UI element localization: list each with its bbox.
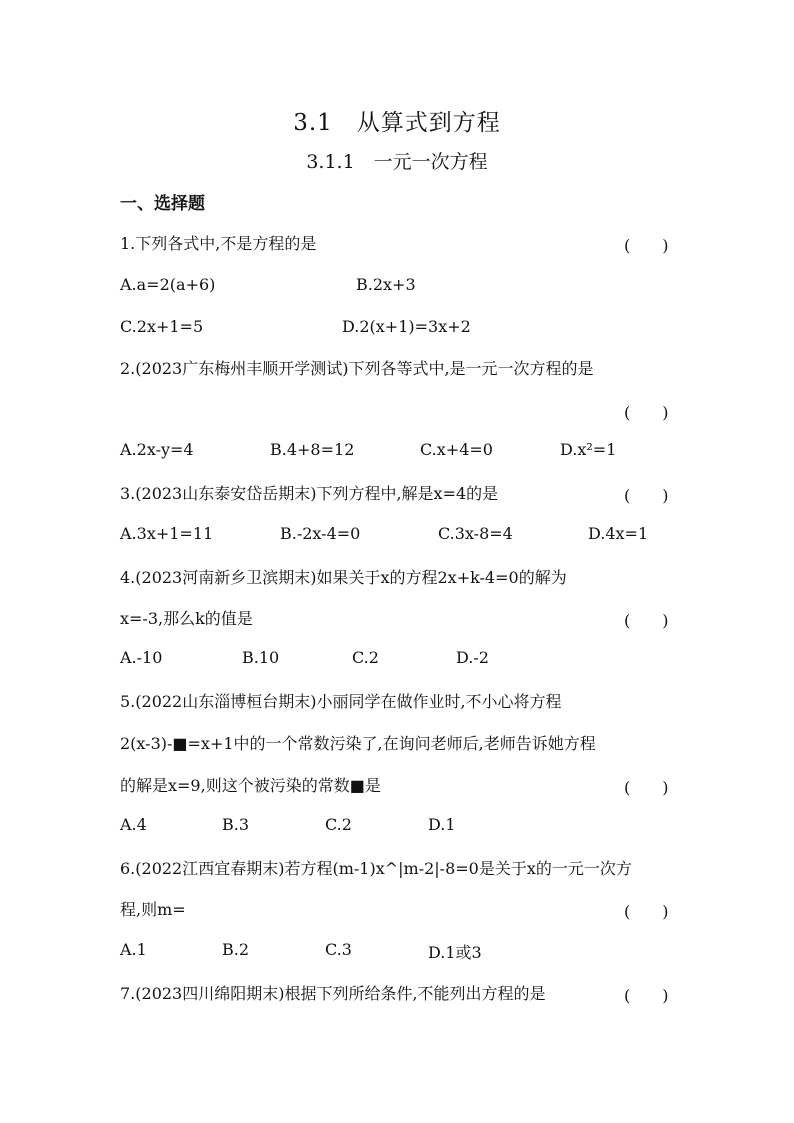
question-2-answer-blank: ( ) [624,403,669,422]
question-6-option-a: A.1 [120,940,147,959]
question-3-option-a: A.3x+1=11 [120,524,214,543]
question-1-option-b: B.2x+3 [356,275,416,294]
question-5-option-b: B.3 [222,815,250,834]
question-6-option-c: C.3 [325,940,352,959]
question-6-answer-blank: ( ) [624,902,669,921]
question-4-stem-line-2: x=-3,那么k的值是 [120,609,253,628]
question-4-option-a: A.-10 [120,648,163,667]
question-6-option-b: B.2 [222,940,250,959]
section-heading: 一、选择题 [120,194,205,214]
question-1-option-a: A.a=2(a+6) [120,275,216,294]
question-2-stem: 2.(2023广东梅州丰顺开学测试)下列各等式中,是一元一次方程的是 [120,359,594,378]
question-6-option-d: D.1或3 [428,943,482,962]
question-6-stem-line-1: 6.(2022江西宜春期末)若方程(m-1)x^|m-2|-8=0是关于x的一元一次方 [120,859,632,878]
page-subtitle: 3.1.1 一元一次方程 [306,151,488,173]
question-5-stem-line-1: 5.(2022山东淄博桓台期末)小丽同学在做作业时,不小心将方程 [120,692,562,711]
question-3-answer-blank: ( ) [624,486,669,505]
question-2-option-c: C.x+4=0 [420,440,493,459]
question-1-stem: 1.下列各式中,不是方程的是 [120,234,317,253]
page-title: 3.1 从算式到方程 [293,110,501,136]
question-1-option-c: C.2x+1=5 [120,317,204,336]
question-4-option-b: B.10 [242,648,280,667]
question-5-option-d: D.1 [428,815,456,834]
question-5-option-a: A.4 [120,815,147,834]
question-5-answer-blank: ( ) [624,778,669,797]
question-1-answer-blank: ( ) [624,236,669,255]
question-5-stem-line-3: 的解是x=9,则这个被污染的常数■是 [120,776,381,795]
question-3-option-d: D.4x=1 [588,524,649,543]
question-6-stem-line-2: 程,则m= [120,900,186,919]
question-2-option-b: B.4+8=12 [270,440,355,459]
question-2-option-a: A.2x-y=4 [120,440,194,459]
question-7-stem: 7.(2023四川绵阳期末)根据下列所给条件,不能列出方程的是 [120,984,546,1003]
question-4-stem-line-1: 4.(2023河南新乡卫滨期末)如果关于x的方程2x+k-4=0的解为 [120,568,567,587]
question-4-answer-blank: ( ) [624,611,669,630]
question-1-option-d: D.2(x+1)=3x+2 [342,317,471,336]
question-2-option-d: D.x²=1 [560,440,617,459]
question-3-stem: 3.(2023山东泰安岱岳期末)下列方程中,解是x=4的是 [120,484,499,503]
question-4-option-c: C.2 [352,648,379,667]
question-4-option-d: D.-2 [456,648,489,667]
question-5-option-c: C.2 [325,815,352,834]
question-7-answer-blank: ( ) [624,986,669,1005]
question-5-stem-line-2: 2(x-3)-■=x+1中的一个常数污染了,在询问老师后,老师告诉她方程 [120,734,596,753]
question-3-option-b: B.-2x-4=0 [280,524,361,543]
question-3-option-c: C.3x-8=4 [438,524,513,543]
